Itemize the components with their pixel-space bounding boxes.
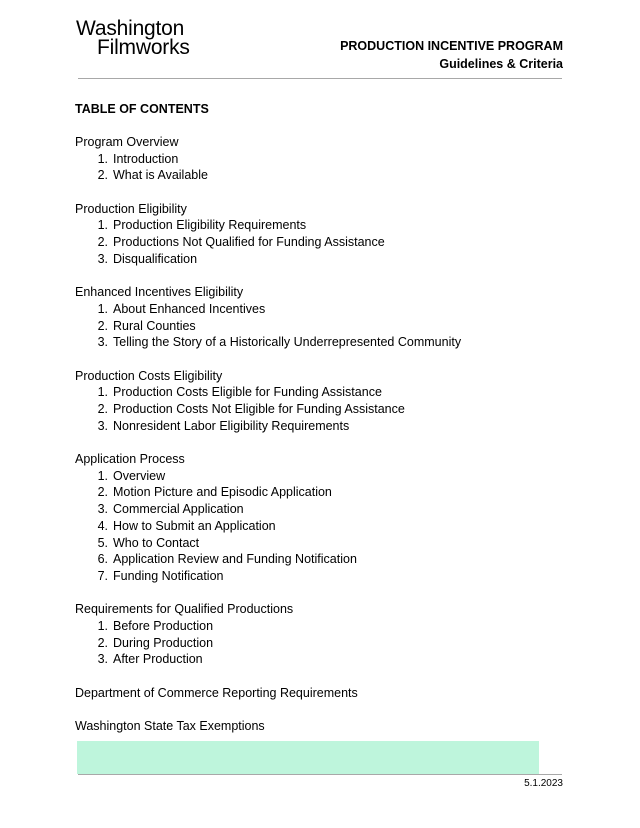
- toc-item-label: Application Review and Funding Notification: [113, 552, 357, 567]
- toc-item-number: 4.: [97, 518, 108, 533]
- toc-section: [75, 134, 555, 184]
- toc-item-label: After Production: [113, 652, 203, 667]
- toc-item[interactable]: [75, 251, 555, 268]
- toc-item-label: About Enhanced Incentives: [113, 301, 266, 316]
- toc-section-title[interactable]: Department of Commerce Reporting Requirements: [75, 685, 358, 700]
- toc-item[interactable]: [75, 151, 555, 168]
- toc-heading: TABLE OF CONTENTS: [75, 102, 209, 116]
- toc-item-label: What is Available: [113, 168, 208, 183]
- toc-item[interactable]: [75, 167, 555, 184]
- toc-item-label: Introduction: [113, 151, 179, 166]
- toc-section: [75, 368, 555, 435]
- toc-item-label: How to Submit an Application: [113, 518, 276, 533]
- toc-item-label: Rural Counties: [113, 318, 196, 333]
- toc-item[interactable]: [75, 635, 555, 652]
- toc-item[interactable]: [75, 551, 555, 568]
- toc-item-number: 3.: [97, 251, 108, 266]
- header-divider: [78, 78, 562, 79]
- toc-item-number: 2.: [97, 235, 108, 250]
- toc-item-number: 2.: [97, 402, 108, 416]
- toc-section: [75, 601, 555, 668]
- toc-item[interactable]: [75, 518, 555, 535]
- toc-item[interactable]: [75, 318, 555, 335]
- toc-item[interactable]: [75, 484, 555, 501]
- washington-filmworks-logo: [76, 18, 206, 60]
- toc-item-number: 6.: [97, 552, 108, 567]
- toc-item[interactable]: [75, 301, 555, 318]
- table-of-contents: [75, 134, 555, 751]
- toc-item-label: Funding Notification: [113, 568, 224, 583]
- footer-divider: [78, 774, 562, 775]
- toc-item[interactable]: [75, 468, 555, 485]
- toc-item-label: During Production: [113, 635, 214, 650]
- toc-item-label: Production Eligibility Requirements: [113, 218, 307, 233]
- toc-item[interactable]: [75, 568, 555, 585]
- toc-item-label: Before Production: [113, 618, 214, 633]
- toc-section-title[interactable]: Washington State Tax Exemptions: [75, 719, 265, 734]
- toc-section-title[interactable]: Program Overview: [75, 135, 179, 149]
- toc-item[interactable]: [75, 334, 555, 351]
- toc-item-number: 2.: [97, 318, 108, 333]
- toc-item[interactable]: [75, 535, 555, 552]
- program-title: PRODUCTION INCENTIVE PROGRAM: [340, 39, 563, 53]
- toc-item-label: Overview: [113, 468, 166, 483]
- toc-section-title[interactable]: Application Process: [75, 452, 185, 467]
- toc-section-title[interactable]: Enhanced Incentives Eligibility: [75, 285, 244, 300]
- toc-item[interactable]: [75, 618, 555, 635]
- toc-item-number: 1.: [97, 468, 108, 483]
- toc-item-number: 2.: [97, 168, 108, 183]
- footer-accent-band: [77, 741, 539, 774]
- toc-item-label: Commercial Application: [113, 502, 244, 517]
- toc-item-number: 3.: [97, 502, 108, 517]
- toc-item[interactable]: [75, 651, 555, 668]
- toc-item-label: Who to Contact: [113, 535, 200, 550]
- toc-section: [75, 685, 555, 702]
- toc-item[interactable]: [75, 501, 555, 518]
- toc-item[interactable]: [75, 384, 555, 401]
- program-subtitle: Guidelines & Criteria: [439, 57, 563, 71]
- toc-item-number: 1.: [97, 218, 108, 233]
- toc-item[interactable]: [75, 418, 555, 435]
- toc-item-number: 5.: [97, 535, 108, 550]
- toc-item-number: 3.: [97, 335, 108, 350]
- toc-item[interactable]: [75, 401, 555, 418]
- toc-item-label: Motion Picture and Episodic Application: [113, 485, 332, 500]
- toc-section: [75, 451, 555, 585]
- toc-item-number: 2.: [97, 635, 108, 650]
- toc-item-label: Production Costs Eligible for Funding Assistance: [113, 385, 382, 400]
- toc-item-label: Nonresident Labor Eligibility Requirements: [113, 418, 350, 433]
- document-date: 5.1.2023: [524, 778, 563, 789]
- logo-text-line2: Filmworks: [97, 36, 190, 59]
- toc-item-label: Production Costs Not Eligible for Funding Assistance: [113, 402, 405, 416]
- toc-section: [75, 718, 555, 735]
- toc-item-label: Telling the Story of a Historically Underrepresented Community: [113, 335, 462, 350]
- toc-item-number: 1.: [97, 301, 108, 316]
- toc-item-number: 1.: [97, 151, 108, 166]
- toc-item-number: 3.: [97, 418, 108, 433]
- toc-section-title[interactable]: Production Costs Eligibility: [75, 368, 223, 383]
- toc-item[interactable]: [75, 234, 555, 251]
- toc-section-title[interactable]: Production Eligibility: [75, 201, 187, 216]
- toc-section: [75, 201, 555, 268]
- toc-item-number: 1.: [97, 385, 108, 400]
- toc-item-label: Disqualification: [113, 251, 198, 266]
- toc-item-label: Productions Not Qualified for Funding Assistance: [113, 235, 385, 250]
- toc-item[interactable]: [75, 217, 555, 234]
- toc-item-number: 7.: [97, 568, 108, 583]
- document-header: [340, 38, 563, 72]
- toc-section-title[interactable]: Requirements for Qualified Productions: [75, 602, 294, 617]
- toc-section: [75, 284, 555, 351]
- logo-text-line1: Washington: [76, 17, 185, 40]
- toc-item-number: 2.: [97, 485, 108, 500]
- toc-item-number: 3.: [97, 652, 108, 667]
- toc-item-number: 1.: [97, 618, 108, 633]
